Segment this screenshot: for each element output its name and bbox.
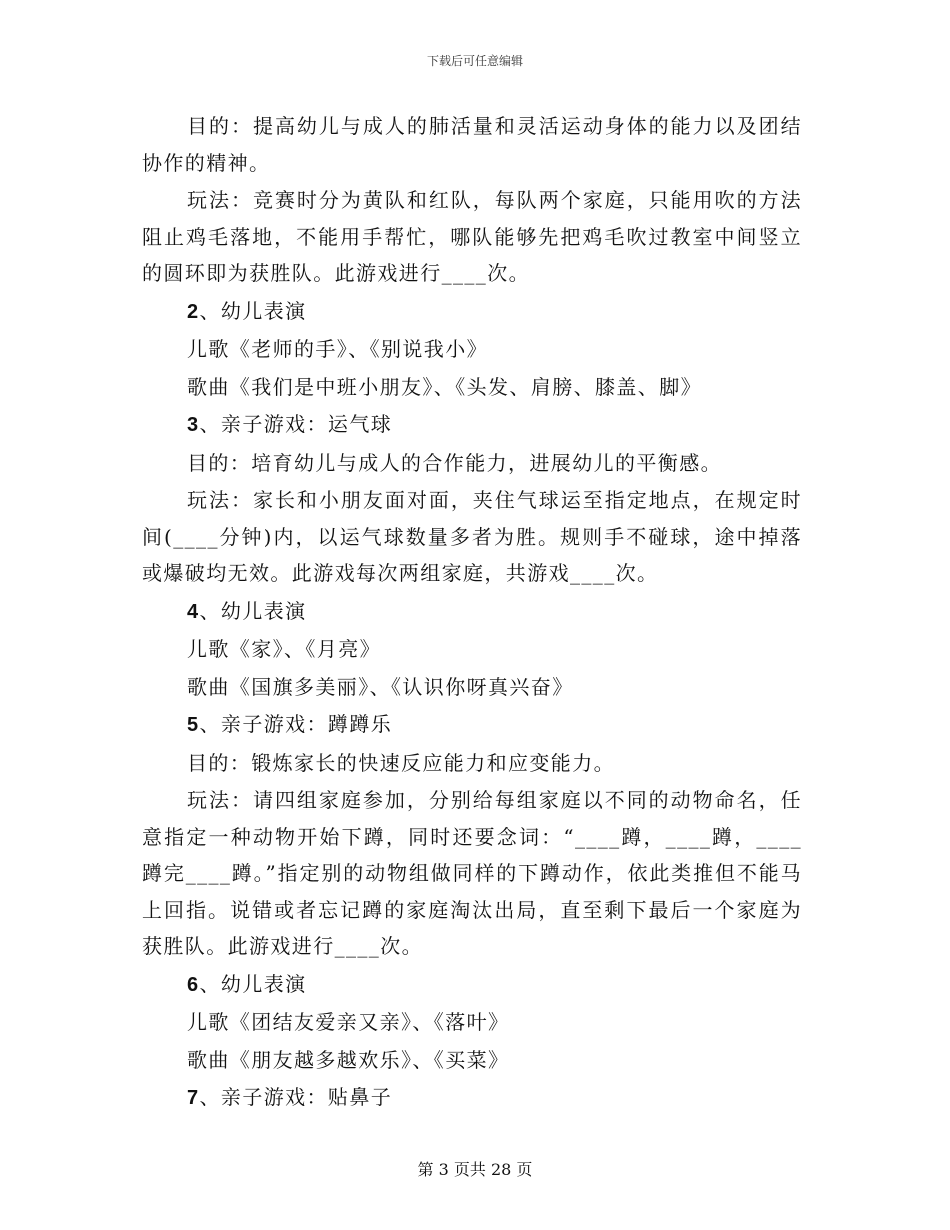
goal-paragraph: 目的：培育幼儿与成人的合作能力，进展幼儿的平衡感。 xyxy=(187,450,722,475)
section-heading xyxy=(142,1079,802,1117)
section-title: 、亲子游戏：运气球 xyxy=(199,412,393,436)
section-number: 5 xyxy=(187,714,200,736)
section-heading xyxy=(142,966,802,1004)
nursery-rhyme-line: 儿歌《家》、《月亮》 xyxy=(187,637,381,661)
document-body xyxy=(142,108,802,1118)
rules-paragraph: 玩法：家长和小朋友面对面，夹住气球运至指定地点，在规定时间(____分钟)内，以运气球数量多者为胜。规则手不碰球，途中掉落或爆破均无效。此游戏每次两组家庭，共游戏____次。 xyxy=(142,488,802,585)
section-number: 7 xyxy=(187,1087,200,1109)
page-footer: 第 3 页共 28 页 xyxy=(417,1160,533,1179)
section-heading xyxy=(142,706,802,744)
song-line: 歌曲《朋友越多越欢乐》、《买菜》 xyxy=(187,1047,510,1072)
section-title: 、幼儿表演 xyxy=(199,298,307,323)
section-title: 、亲子游戏：蹲蹲乐 xyxy=(199,712,393,736)
section-title: 、幼儿表演 xyxy=(199,971,307,996)
section-number: 2 xyxy=(187,300,200,323)
rules-paragraph: 玩法：请四组家庭参加，分别给每组家庭以不同的动物命名，任意指定一种动物开始下蹲，同时还要念词：“____蹲，____蹲，____蹲完____蹲。”指定别的动物组做同样的下蹲动作，依此类推但不能马上回指。说错或者忘记蹲的家庭淘汰出局，直至剩下最后一个家庭为获胜队。此游戏进行____次。 xyxy=(142,788,802,958)
rules-paragraph: 玩法：竞赛时分为黄队和红队，每队两个家庭，只能用吹的方法阻止鸡毛落地，不能用手帮忙，哪队能够先把鸡毛吹过教室中间竖立的圆环即为获胜队。此游戏进行____次。 xyxy=(142,188,802,285)
section-heading xyxy=(142,406,802,444)
section-title: 、幼儿表演 xyxy=(199,598,307,623)
section-heading xyxy=(142,593,802,631)
section-number: 3 xyxy=(187,414,200,436)
page-header: 下载后可任意编辑 xyxy=(426,54,523,68)
section-title: 、亲子游戏：贴鼻子 xyxy=(199,1085,393,1109)
song-line: 歌曲《国旗多美丽》、《认识你呀真兴奋》 xyxy=(187,674,574,699)
song-line: 歌曲《我们是中班小朋友》、《头发、肩膀、膝盖、脚》 xyxy=(187,374,702,399)
section-number: 6 xyxy=(187,973,200,996)
nursery-rhyme-line: 儿歌《老师的手》、《别说我小》 xyxy=(187,337,488,361)
goal-paragraph: 目的：提高幼儿与成人的肺活量和灵活运动身体的能力以及团结协作的精神。 xyxy=(142,114,802,175)
section-number: 4 xyxy=(187,600,200,623)
nursery-rhyme-line: 儿歌《团结友爱亲又亲》、《落叶》 xyxy=(187,1010,510,1034)
goal-paragraph: 目的：锻炼家长的快速反应能力和应变能力。 xyxy=(187,750,615,775)
section-heading xyxy=(142,293,802,331)
